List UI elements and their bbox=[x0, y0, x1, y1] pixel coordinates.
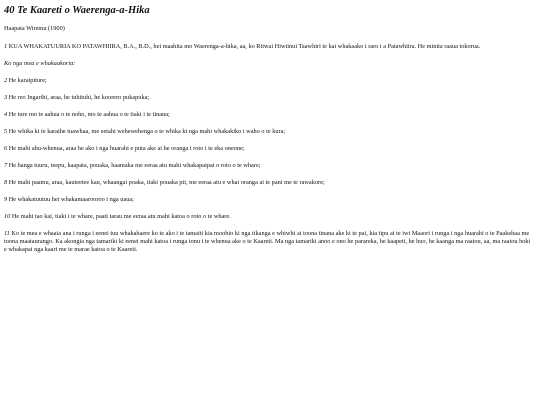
paragraph-number: 1 bbox=[4, 43, 8, 50]
paragraph-text: He reo Ingarihi, araa, he tuhituhi, he koorero pukapuka; bbox=[8, 94, 150, 101]
paragraph-text: He mahi ahu-whenua, araa he ako i nga huarahi e puta ake ai he oranga i roto i te eka oneone; bbox=[8, 145, 245, 152]
paragraph-9 bbox=[4, 196, 534, 204]
paragraph-number: 10 bbox=[4, 213, 11, 220]
paragraph-number: 6 bbox=[4, 145, 8, 152]
paragraph-11 bbox=[4, 230, 534, 254]
author-line: Haapata Wiremu (1900) bbox=[4, 25, 65, 32]
paragraph-number: 3 bbox=[4, 94, 8, 101]
paragraph-number: 2 bbox=[4, 77, 8, 84]
paragraph-4 bbox=[4, 111, 534, 119]
paragraph-3 bbox=[4, 94, 534, 102]
paragraph-text: Ko nga mea e whakaakoria: bbox=[4, 60, 76, 67]
paragraph-7 bbox=[4, 162, 534, 170]
paragraph-6 bbox=[4, 145, 534, 153]
paragraph-number: 7 bbox=[4, 162, 8, 169]
paragraph-text: KUA WHAKATUURIA KO PATAWHIIRA, B.A., B.D., hei maahita mo Waerenga-a-hika, aa, ko Riiwai Hiwiinui Taawhiri te kai whakaako i raro i a Patawhiira. He minita raaua tokorua. bbox=[8, 43, 481, 50]
paragraph-1 bbox=[4, 43, 534, 51]
paragraph-number: 11 bbox=[4, 230, 10, 237]
paragraph-text: He mahi paamu, araa, kauteetee kau, whaangai poaka, tiaki pouaka pii, me eeraa atu e whai oranga ai te pani me te rawakore; bbox=[8, 179, 325, 186]
paragraph-8 bbox=[4, 179, 534, 187]
paragraph-text: He whakatuutuu hei whakamaarooroo i nga uaua; bbox=[8, 196, 134, 203]
paragraph-number: 5 bbox=[4, 128, 8, 135]
page-title: 40 Te Kaareti o Waerenga-a-Hika bbox=[4, 5, 150, 16]
paragraph-10 bbox=[4, 213, 534, 221]
paragraph-text: He mahi tao kai, tiaki i te whare, paati tarau me eeraa atu mahi katoa o roto o te whare. bbox=[11, 213, 231, 220]
paragraph-text: Ko te mea e whaaia ana i runga i eenei tuu whakahaere ko te ako i te tamaiti kia moohio ki nga tikanga e whiwhi ai toona tinana ake ki te pai, kia tipu ai te iwi Maaori i runga i nga huarahi o te Paakehaa me toona maataurango. Ka akongia nga tamariki ki eenei mahi katoa i runga tonu i te whenua ake o te Kaareti. Ma nga tamariki anoo e ono he parareka, he kaapeti, he huo, he kaanga ma raatou, aa, ma raatou hoki e whakapai nga kaari me te marae katoa o te Kaareti. bbox=[4, 230, 531, 253]
paragraph-number: 4 bbox=[4, 111, 8, 118]
subject-heading bbox=[4, 60, 534, 68]
paragraph-5 bbox=[4, 128, 534, 136]
paragraph-text: He karaipiture; bbox=[8, 77, 47, 84]
paragraph-number: 8 bbox=[4, 179, 8, 186]
paragraph-2 bbox=[4, 77, 534, 85]
paragraph-text: He hanga tuuru, teepu, kaapata, pouaka, haamaka me eeraa atu mahi whakapaipai o roto o te whare; bbox=[8, 162, 261, 169]
paragraph-text: He whika ki te karaihe tuawhaa, me eetahi wehewehenga o te whika ki nga mahi whakakiko i waho o te kura; bbox=[8, 128, 286, 135]
paragraph-number: 9 bbox=[4, 196, 8, 203]
paragraph-text: He ture mo te aahua o te noho, mo te aahua o te tiaki i te tinana; bbox=[8, 111, 170, 118]
